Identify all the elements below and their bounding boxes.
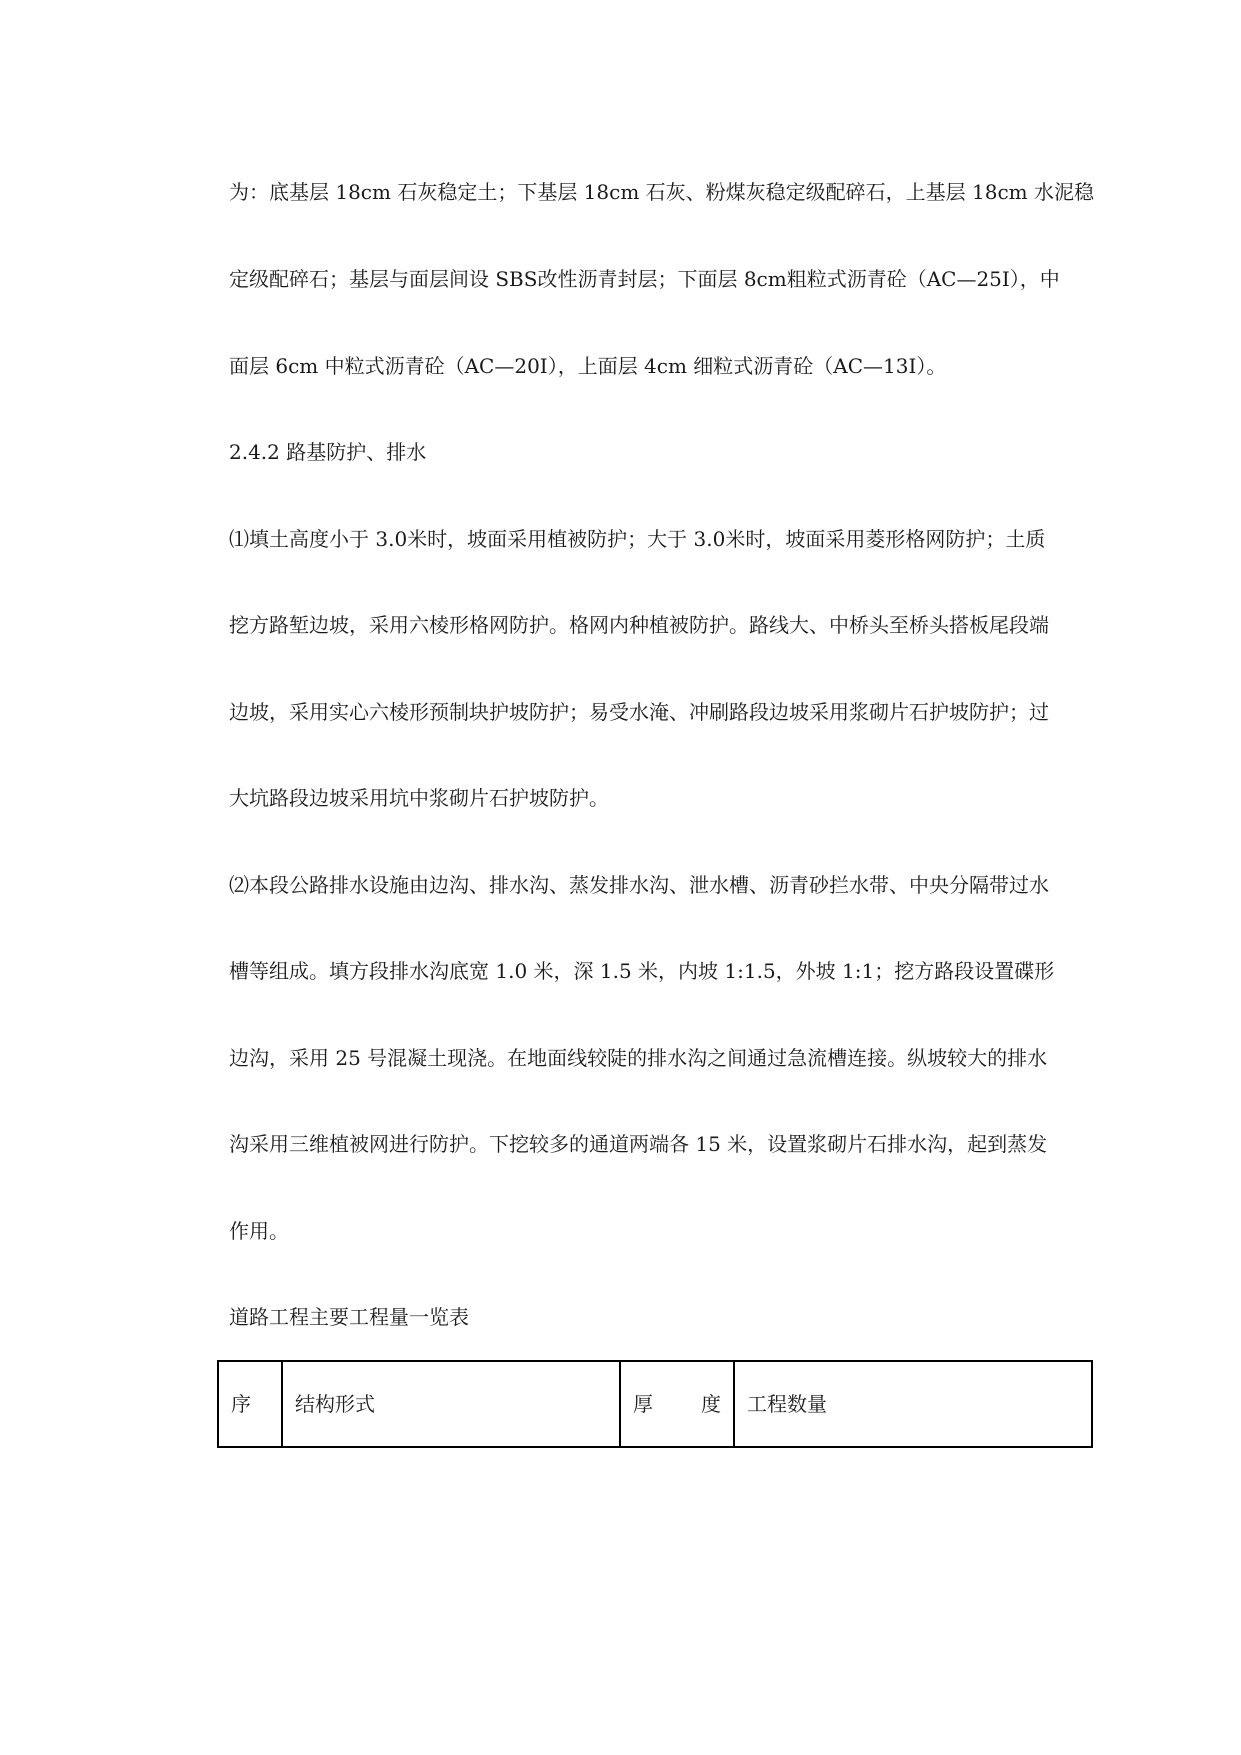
paragraph-line: 作用。 — [229, 1219, 289, 1243]
paragraph-line: 槽等组成。填方段排水沟底宽 1.0 米，深 1.5 米，内坡 1:1.5，外坡 1:1；挖方路段设置碟形 — [229, 959, 1055, 983]
paragraph-line: 面层 6cm 中粒式沥青砼（AC—20Ⅰ），上面层 4cm 细粒式沥青砼（AC—13Ⅰ）。 — [229, 354, 947, 378]
paragraph-line: 为：底基层 18cm 石灰稳定土；下基层 18cm 石灰、粉煤灰稳定级配碎石，上基层 18cm 水泥稳 — [229, 180, 1094, 204]
table-header-thickness — [621, 1362, 735, 1446]
quantity-table — [217, 1360, 1093, 1448]
paragraph-line: 大坑路段边坡采用坑中浆砌片石护坡防护。 — [229, 786, 609, 810]
table-header-structure: 结构形式 — [283, 1362, 621, 1446]
paragraph-line: 挖方路堑边坡，采用六棱形格网防护。格网内种植被防护。路线大、中桥头至桥头搭板尾段端 — [229, 613, 1049, 637]
table-header-thickness-part-b: 度 — [701, 1392, 721, 1416]
paragraph-line: 边沟，采用 25 号混凝土现浇。在地面线较陡的排水沟之间通过急流槽连接。纵坡较大的排水 — [229, 1046, 1048, 1070]
paragraph-line: 边坡，采用实心六棱形预制块护坡防护；易受水淹、冲刷路段边坡采用浆砌片石护坡防护；过 — [229, 700, 1049, 724]
paragraph-line: 定级配碎石；基层与面层间设 SBS改性沥青封层；下面层 8cm粗粒式沥青砼（AC—25Ⅰ），中 — [229, 267, 1060, 291]
table-header-index: 序 — [219, 1362, 283, 1446]
table-header-thickness-part-a: 厚 — [633, 1392, 653, 1416]
paragraph-line: ⑵本段公路排水设施由边沟、排水沟、蒸发排水沟、泄水槽、沥青砂拦水带、中央分隔带过水 — [229, 873, 1049, 897]
table-title: 道路工程主要工程量一览表 — [229, 1305, 469, 1329]
section-heading: 2.4.2 路基防护、排水 — [229, 440, 427, 464]
table-header-quantity: 工程数量 — [747, 1392, 827, 1416]
paragraph-line: ⑴填土高度小于 3.0米时，坡面采用植被防护；大于 3.0米时，坡面采用菱形格网防护；土质 — [229, 527, 1046, 551]
paragraph-line: 沟采用三维植被网进行防护。下挖较多的通道两端各 15 米，设置浆砌片石排水沟，起到蒸发 — [229, 1132, 1048, 1156]
